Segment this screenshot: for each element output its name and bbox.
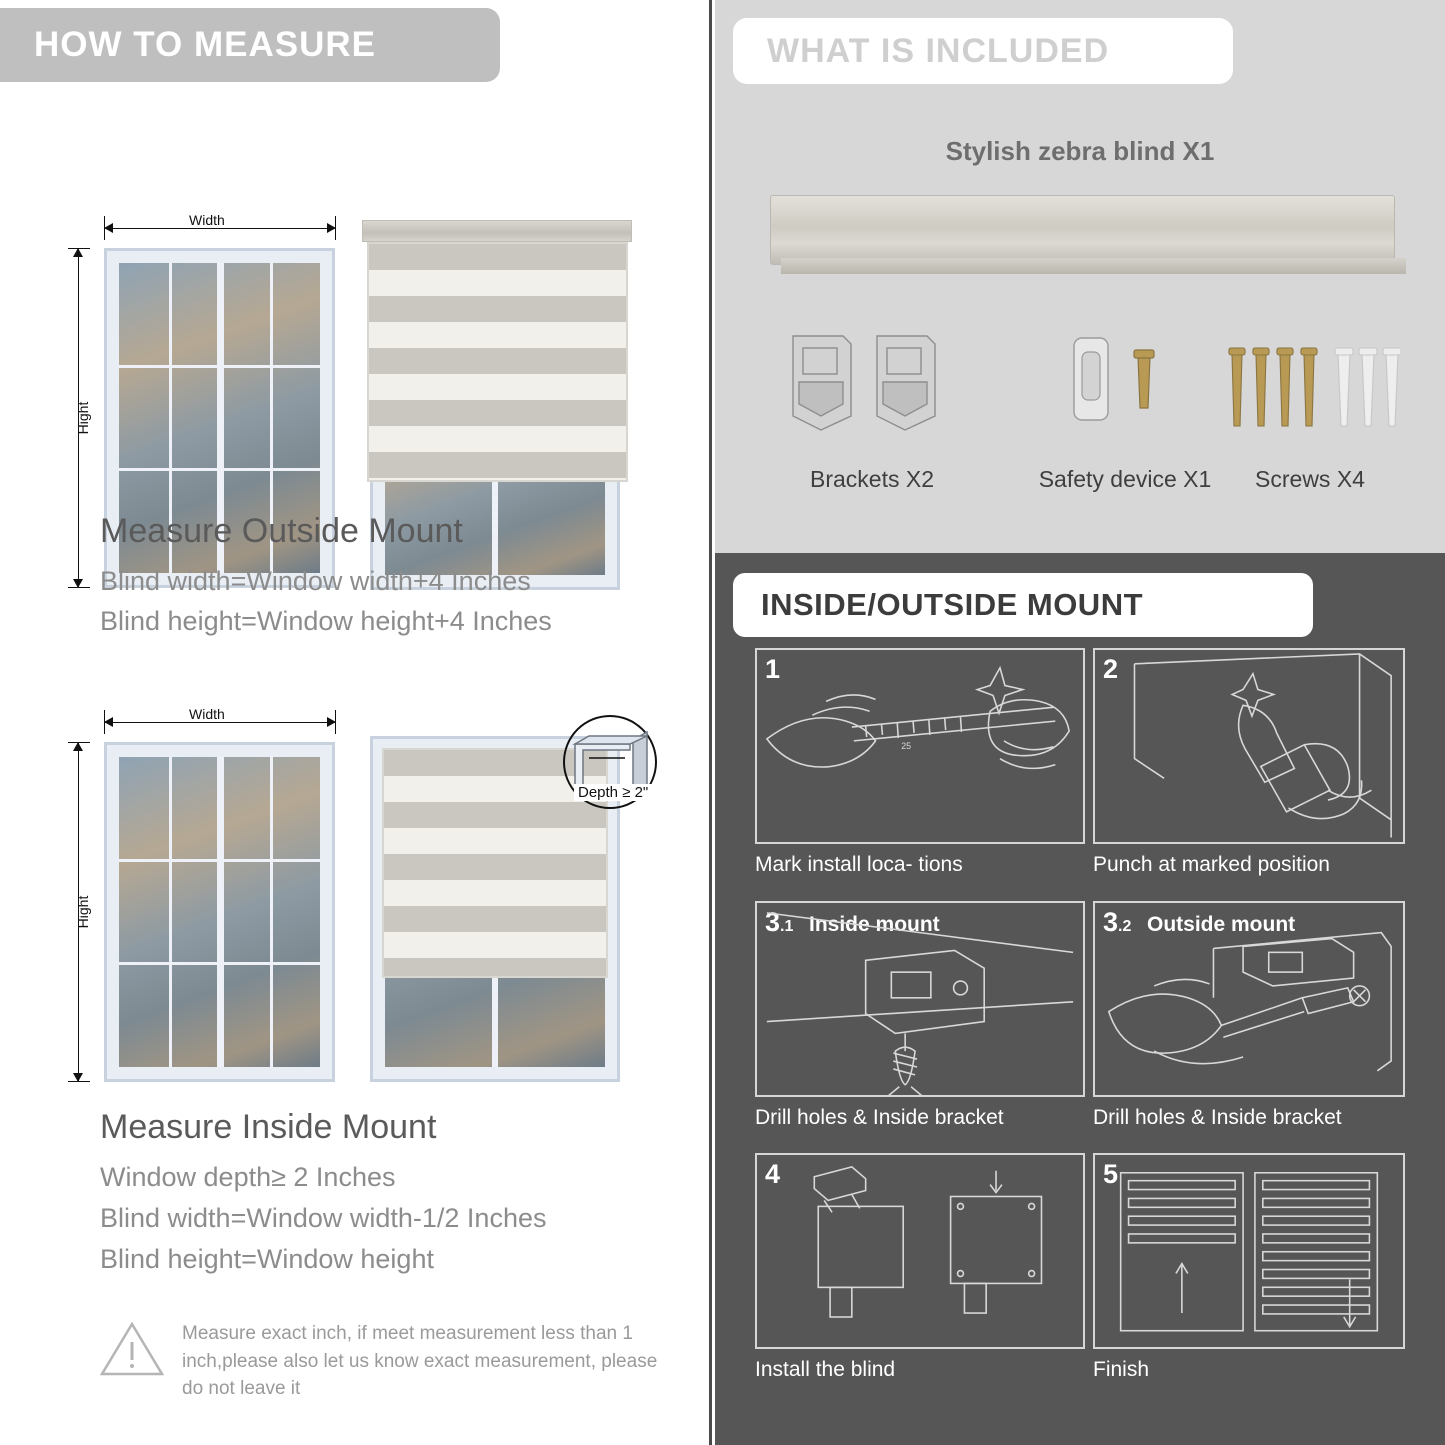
inside-width-label: Width	[185, 706, 229, 722]
step-3-2-sketch	[1095, 903, 1403, 1096]
depth-callout-icon	[555, 714, 665, 824]
outside-mount-line-1: Blind width=Window width+4 Inches	[100, 566, 531, 596]
step-5-number: 5	[1103, 1159, 1119, 1189]
step-1-number: 1	[765, 654, 781, 684]
step-5-caption: Finish	[1093, 1358, 1150, 1381]
step-4-sketch	[757, 1155, 1083, 1349]
outside-mount-title: Measure Outside Mount	[100, 512, 463, 550]
step-2-number: 2	[1103, 654, 1119, 684]
inside-mount-line-1: Window depth≥ 2 Inches	[100, 1162, 396, 1192]
part-label-screws: Screws X4	[1255, 466, 1365, 492]
step-3-2	[1093, 901, 1405, 1097]
outside-mount-illustration	[0, 100, 712, 510]
svg-text:25: 25	[901, 740, 912, 751]
screws-icon	[1220, 330, 1400, 440]
inside-mount-line-2: Blind width=Window width-1/2 Inches	[100, 1203, 547, 1233]
part-label-brackets: Brackets X2	[810, 466, 934, 492]
outside-width-label: Width	[185, 212, 229, 228]
included-main-item-label: Stylish zebra blind X1	[945, 136, 1215, 166]
inside-mount-title: Measure Inside Mount	[100, 1108, 437, 1146]
depth-label: Depth ≥ 2"	[574, 784, 652, 801]
step-1-sketch	[757, 650, 1083, 844]
inside-height-label: Hight	[75, 895, 91, 929]
step-3-2-number: 3.2	[1103, 907, 1132, 937]
step-1	[755, 648, 1085, 844]
what-is-included-header	[733, 18, 1233, 84]
step-2	[1093, 648, 1405, 844]
what-is-included-panel	[715, 0, 1445, 553]
step-1-caption: Mark install loca- tions	[755, 853, 963, 876]
inside-outside-mount-panel	[715, 553, 1445, 1445]
step-2-sketch	[1095, 650, 1403, 843]
step-3-1	[755, 901, 1085, 1097]
inside-mount-illustration	[0, 696, 712, 1096]
step-5-sketch	[1095, 1155, 1403, 1348]
step-5	[1093, 1153, 1405, 1349]
zebra-blind-product	[770, 195, 1395, 265]
step-3-2-inline-label: Outside mount	[1147, 913, 1296, 936]
inside-mount-line-3: Blind height=Window height	[100, 1244, 434, 1274]
inside-outside-mount-header	[733, 573, 1313, 637]
warning-note	[100, 1320, 660, 1403]
how-to-measure-header-label: HOW TO MEASURE	[34, 25, 376, 64]
how-to-measure-panel	[0, 0, 712, 1445]
step-3-1-number: 3.1	[765, 907, 794, 937]
step-4-number: 4	[765, 1159, 781, 1189]
step-4-caption: Install the blind	[755, 1358, 896, 1381]
blind-headrail-outside	[362, 220, 632, 242]
safety-device-icon	[1060, 330, 1190, 440]
outside-mount-line-2: Blind height=Window height+4 Inches	[100, 606, 552, 636]
step-4	[755, 1153, 1085, 1349]
warning-icon	[100, 1320, 164, 1376]
zebra-blind-outside	[367, 242, 628, 482]
what-is-included-header-label: WHAT IS INCLUDED	[767, 31, 1110, 70]
step-3-1-inline-label: Inside mount	[809, 913, 940, 936]
how-to-measure-header	[0, 8, 500, 82]
step-3-2-caption: Drill holes & Inside bracket	[1093, 1106, 1342, 1129]
step-3-1-caption: Drill holes & Inside bracket	[755, 1106, 1004, 1129]
window-frame-inside	[104, 742, 335, 1082]
brackets-icon	[781, 330, 961, 440]
step-2-caption: Punch at marked position	[1093, 853, 1330, 876]
outside-height-label: Hight	[75, 401, 91, 435]
inside-outside-mount-header-label: INSIDE/OUTSIDE MOUNT	[761, 587, 1144, 622]
warning-text: Measure exact inch, if meet measurement less than 1 inch,please also let us know exact measurement, please do not leave it	[182, 1323, 658, 1400]
part-label-safety-device: Safety device X1	[1038, 466, 1212, 492]
step-3-1-sketch	[757, 903, 1083, 1097]
